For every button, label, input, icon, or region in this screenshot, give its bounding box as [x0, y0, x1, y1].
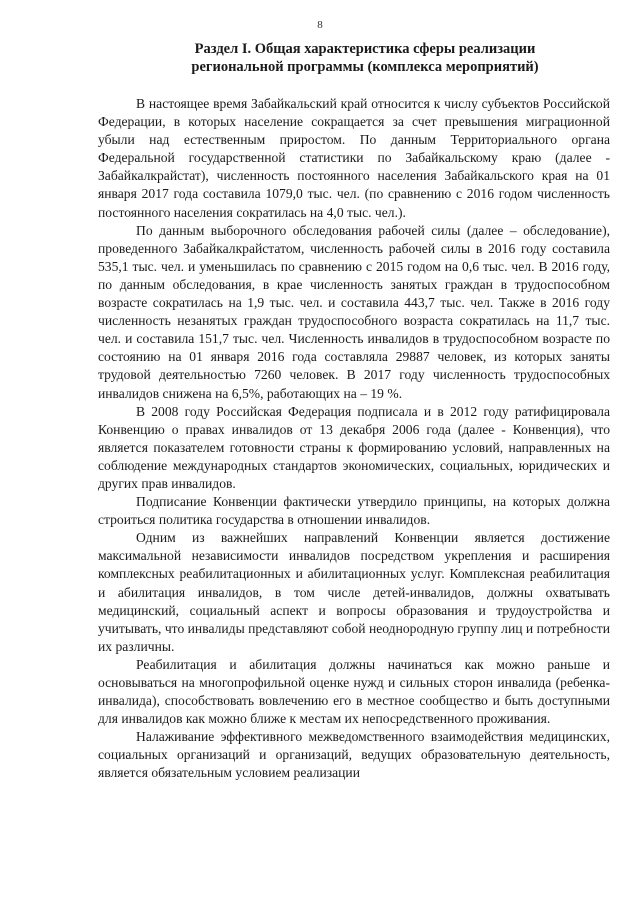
- paragraph-rehabilitation: Одним из важнейших направлений Конвенции является достижение максимальной независимости инвалидов посредством укрепления и расширения комплексных реабилитационных и абилитационных услуг. Комплексная реабилитация и абилитация инвалидов, в том числе детей-инвалидов, должны охватывать медицинский, социальный аспект и вопросы образования и трудоустройства и учитывать, что инвалиды представляют собой неоднородную группу лиц и потребности их различны.: [98, 530, 610, 654]
- document-body: [98, 95, 610, 783]
- paragraph-interagency: Налаживание эффективного межведомственного взаимодействия медицинских, социальных организаций и организаций, ведущих образовательную деятельность, является обязательным условием реализации: [98, 729, 610, 781]
- paragraph-population: В настоящее время Забайкальский край относится к числу субъектов Российской Федерации, в которых население сокращается за счет превышения миграционной убыли над естественным приростом. По данным Территориального органа Федеральной государственной статистики по Забайкальскому краю (далее - Забайкалкрайстат), численность постоянного населения Забайкальского края на 01 января 2017 года составила 1079,0 тыс. чел. (по сравнению с 2016 годом численность постоянного населения сократилась на 4,0 тыс. чел.).: [98, 96, 610, 220]
- paragraph-early-rehabilitation: Реабилитация и абилитация должны начинаться как можно раньше и основываться на многопрофильной оценке нужд и сильных сторон инвалида (ребенка-инвалида), способствовать вовлечению его в местное сообщество и быть доступными для инвалидов как можно ближе к местам их непосредственного проживания.: [98, 656, 610, 727]
- page-number: 8: [317, 19, 323, 31]
- section-heading: [150, 40, 580, 76]
- paragraph-labor-force: По данным выборочного обследования рабочей силы (далее – обследование), проведенного Забайкалкрайстатом, численность рабочей силы в 2016 году составила 535,1 тыс. чел. и уменьшилась по сравнению с 2015 годом на 0,6 тыс. чел. В 2016 году, по данным обследования, в крае численность занятых граждан в трудоспособном возрасте сократилась на 1,9 тыс. чел. и составила 443,7 тыс. чел. Также в 2016 году численность незанятых граждан трудоспособного возраста сократилась на 11,7 тыс. чел. и составила 151,7 тыс. чел. Численность инвалидов в трудоспособном возрасте по состоянию на 01 января 2016 года составляла 29887 человек, из которых заняты трудовой деятельностью 7260 человек. В 2017 году численность трудоспособных инвалидов снижена на 6,5%, работающих на – 19 %.: [98, 222, 610, 401]
- paragraph-principles: Подписание Конвенции фактически утвердило принципы, на которых должна строиться политика государства в отношении инвалидов.: [98, 494, 610, 528]
- section-heading-line-1: Раздел I. Общая характеристика сферы реализации: [194, 41, 536, 57]
- paragraph-convention: В 2008 году Российская Федерация подписала и в 2012 году ратифицировала Конвенцию о правах инвалидов от 13 декабря 2006 года (далее - Конвенция), что является показателем готовности страны к формированию условий, направленных на соблюдение международных стандартов экономических, социальных, юридических и других прав инвалидов.: [98, 403, 610, 491]
- section-heading-line-2: региональной программы (комплекса мероприятий): [191, 59, 539, 75]
